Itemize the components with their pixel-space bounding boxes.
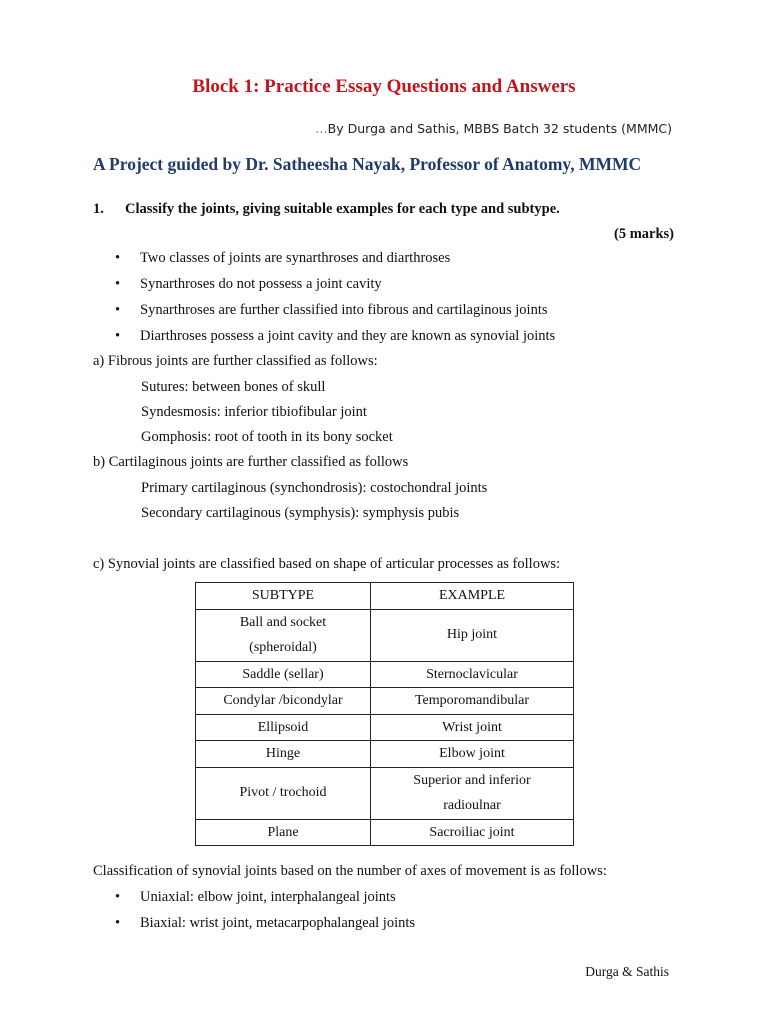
table-row [196, 741, 574, 768]
table-cell-subtype: Condylar /bicondylar [196, 688, 371, 715]
bullet-text: Biaxial: wrist joint, metacarpophalangeal joints [140, 915, 416, 931]
table-cell-example: Sacroiliac joint [371, 819, 574, 846]
table-cell-example: Elbow joint [371, 741, 574, 768]
question-heading [93, 201, 560, 218]
bullet-dot-icon: • [115, 250, 121, 266]
bullet-dot-icon: • [115, 302, 121, 318]
bullet-item [115, 302, 548, 319]
document-title: Block 1: Practice Essay Questions and Answers [192, 76, 576, 97]
fibrous-heading: a) Fibrous joints are further classified as follows: [93, 353, 378, 369]
table-cell-subtype: Hinge [196, 741, 371, 768]
bullet-text: Uniaxial: elbow joint, interphalangeal joints [140, 889, 396, 905]
bullet-item [115, 889, 396, 906]
table-row [196, 609, 574, 661]
table-row [196, 688, 574, 715]
table-cell-subtype: Ellipsoid [196, 714, 371, 741]
cartilaginous-item: Secondary cartilaginous (symphysis): symphysis pubis [141, 505, 460, 521]
authors-prefix: … [315, 121, 328, 136]
bullet-text: Two classes of joints are synarthroses and diarthroses [140, 250, 451, 266]
synovial-heading: c) Synovial joints are classified based on shape of articular processes as follows: [93, 556, 561, 572]
bullet-dot-icon: • [115, 915, 121, 931]
bullet-dot-icon: • [115, 328, 121, 344]
table-row [196, 767, 574, 819]
bullet-item [115, 276, 382, 293]
cartilaginous-item: Primary cartilaginous (synchondrosis): costochondral joints [141, 480, 488, 496]
table-header-subtype: SUBTYPE [196, 583, 371, 610]
bullet-item [115, 915, 415, 932]
bullet-item [115, 328, 555, 345]
fibrous-item: Syndesmosis: inferior tibiofibular joint [141, 404, 367, 420]
table-cell-subtype: Saddle (sellar) [196, 661, 371, 688]
table-cell-subtype: Pivot / trochoid [196, 767, 371, 819]
table-row [196, 661, 574, 688]
bullet-item [115, 250, 450, 267]
table-cell-example: Sternoclavicular [371, 661, 574, 688]
table-header-example: EXAMPLE [371, 583, 574, 610]
authors-text: By Durga and Sathis, MBBS Batch 32 students (MMMC) [327, 121, 672, 136]
bullet-dot-icon: • [115, 889, 121, 905]
table-cell-subtype: Plane [196, 819, 371, 846]
table-cell-example: Superior and inferior radioulnar [371, 767, 574, 819]
bullet-dot-icon: • [115, 276, 121, 292]
table-row [196, 819, 574, 846]
synovial-joints-table [195, 582, 574, 846]
table-cell-example: Wrist joint [371, 714, 574, 741]
question-text: Classify the joints, giving suitable examples for each type and subtype. [125, 201, 560, 217]
fibrous-item: Gomphosis: root of tooth in its bony socket [141, 429, 393, 445]
axes-heading: Classification of synovial joints based on the number of axes of movement is as follows: [93, 863, 607, 879]
bullet-text: Diarthroses possess a joint cavity and they are known as synovial joints [140, 328, 556, 344]
cartilaginous-heading: b) Cartilaginous joints are further classified as follows [93, 454, 409, 470]
marks-label: (5 marks) [613, 226, 674, 242]
bullet-text: Synarthroses do not possess a joint cavity [140, 276, 382, 292]
table-header-row [196, 583, 574, 610]
bullet-text: Synarthroses are further classified into fibrous and cartilaginous joints [140, 302, 548, 318]
table-cell-example: Hip joint [371, 609, 574, 661]
authors-line [315, 121, 672, 136]
page-footer: Durga & Sathis [585, 964, 669, 979]
fibrous-item: Sutures: between bones of skull [141, 379, 326, 395]
table-row [196, 714, 574, 741]
guide-line: A Project guided by Dr. Satheesha Nayak, Professor of Anatomy, MMMC [93, 154, 642, 174]
table-cell-example: Temporomandibular [371, 688, 574, 715]
table-cell-subtype: Ball and socket (spheroidal) [196, 609, 371, 661]
question-number: 1. [93, 201, 104, 217]
